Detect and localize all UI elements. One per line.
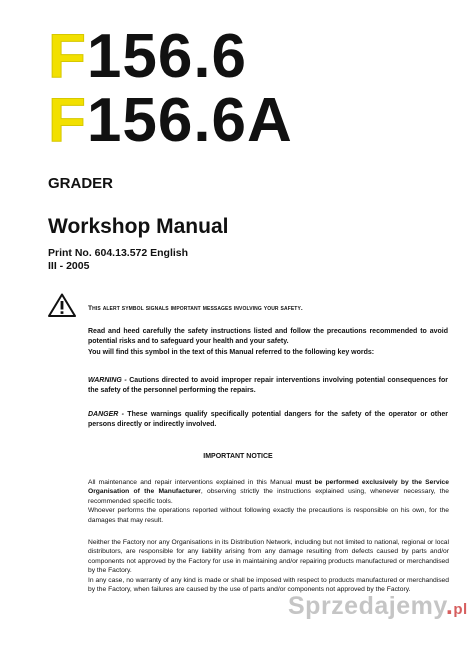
watermark-dot: . bbox=[445, 592, 454, 620]
watermark-logo bbox=[288, 592, 468, 621]
notice-paragraph-3: In any case, no warranty of any kind is made or shall be imposed with respect to products manufactured or merchandised by the Factory, when failures are caused by the use of parts and/or components not approved by the Factory. bbox=[88, 577, 449, 594]
print-number: Print No. 604.13.572 English bbox=[48, 247, 189, 259]
notice-p1-start: All maintenance and repair interventions explained in this Manual bbox=[88, 479, 296, 486]
manual-title: Workshop Manual bbox=[48, 215, 229, 238]
model-title-line2 bbox=[48, 86, 293, 155]
danger-paragraph bbox=[88, 410, 448, 431]
print-date: III - 2005 bbox=[48, 260, 90, 272]
notice-paragraph-2: Neither the Factory nor any Organisations in its Distribution Network, including but not limited to national, regional or local distributors, are responsible for any liability arising from any damage resulting from defects caused by parts and/or components not approved by the Factory for use in maintaining and/or repairing products manufactured or merchandised by the Factory. bbox=[88, 539, 449, 575]
print-info bbox=[48, 247, 188, 273]
read-heed-text: Read and heed carefully the safety instructions listed and follow the precautions recommended to avoid potential risks and to safeguard your health and your safety. bbox=[88, 328, 448, 346]
watermark-name: Sprzedajemy bbox=[288, 592, 446, 620]
notice-p1-continuation: Whoever performs the operations reported without following exactly the precautions is responsible on his own, for the damages that may result. bbox=[88, 507, 449, 524]
model-number-2: 156.6A bbox=[86, 86, 293, 155]
machine-category: GRADER bbox=[48, 175, 114, 192]
alert-heading: This alert symbol signals important messages involving your safety. bbox=[88, 305, 303, 312]
safety-instructions-paragraph bbox=[88, 327, 448, 358]
notice-p1-end: , observing strictly the instructions explained using, whenever necessary, the recommended specific tools. bbox=[88, 488, 449, 505]
symbol-keywords-text: You will find this symbol in the text of this Manual referred to the following key words: bbox=[88, 348, 375, 356]
notice-paragraph-1 bbox=[88, 478, 449, 525]
danger-text: These warnings qualify specifically potential dangers for the safety of the operator or other persons directly or indirectly involved. bbox=[88, 411, 448, 429]
warning-text: Cautions directed to avoid improper repair interventions involving potential consequences for the safety of the personnel performing the repairs. bbox=[88, 377, 449, 395]
warning-paragraph bbox=[88, 376, 448, 397]
model-title-line1 bbox=[48, 22, 248, 91]
warning-triangle-icon bbox=[48, 293, 76, 317]
model-initial-2: F bbox=[48, 86, 87, 155]
danger-label: DANGER - bbox=[88, 411, 124, 418]
important-notice-title: IMPORTANT NOTICE bbox=[203, 453, 273, 460]
notice-p1-bold: must be performed exclusively by the Service Organisation of the Manufacturer bbox=[88, 479, 449, 496]
watermark-tld: pl bbox=[453, 601, 468, 618]
model-initial-1: F bbox=[48, 22, 87, 91]
model-number-1: 156.6 bbox=[86, 22, 248, 91]
warning-label: WARNING - bbox=[88, 377, 127, 384]
